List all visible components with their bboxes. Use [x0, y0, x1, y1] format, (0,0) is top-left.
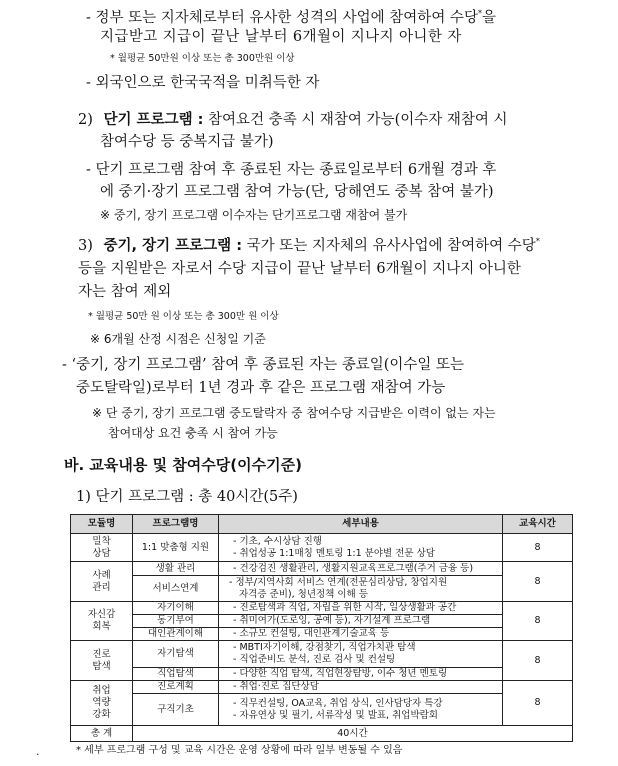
item-number: 3) [78, 238, 93, 254]
long-program-note-2b: 참여대상 요건 충족 시 참여 가능 [108, 426, 278, 440]
ineligible-item-1-line-1 [86, 8, 574, 28]
program-name: 서비스연계 [133, 576, 219, 602]
module-hours: 8 [503, 602, 573, 641]
program-details [219, 602, 503, 615]
header-module: 모듈명 [71, 515, 133, 534]
program-details [219, 628, 503, 641]
program-details [219, 576, 503, 602]
detail-line: - 소규모 컨설팅, 대인관계기술교육 등 [233, 628, 390, 639]
long-program-rule-line-3: 자는 참여 제외 [78, 284, 172, 300]
table-caption: 1) 단기 프로그램 : 총 40시간(5주) [76, 489, 298, 505]
long-program-detail-2: 중도탈락일)로부터 1년 경과 후 같은 프로그램 재참여 가능 [76, 380, 446, 396]
module-hours: 8 [503, 641, 573, 681]
module-hours: 8 [503, 681, 573, 726]
ineligible-item-2: - 외국인으로 한국국적을 미취득한 자 [86, 75, 320, 91]
module-name: 밀착 상담 [71, 534, 133, 562]
program-details [219, 641, 503, 668]
detail-line: - 취업·진로 집단상담 [233, 681, 319, 692]
module-hours: 8 [503, 534, 573, 562]
footnote-dot: . [36, 745, 40, 758]
detail-line: - 진로탐색과 직업, 자립을 위한 시작, 일상생활과 공간 [233, 602, 457, 613]
total-value: 40시간 [133, 726, 573, 742]
program-name: 1:1 맞춤형 지원 [133, 534, 219, 562]
table-row [71, 628, 573, 641]
module-name: 자신감 회복 [71, 602, 133, 641]
table-row [71, 641, 573, 668]
detail-line: - 취업성공 1:1매칭 멘토링 1:1 분야별 전문 상담 [233, 547, 435, 559]
item-title: 중기, 장기 프로그램 : [103, 238, 243, 254]
table-header-row [71, 515, 573, 534]
table-row [71, 615, 573, 628]
detail-line: - 건강검진 생활관리, 생활지원교육프로그램(주거 금융 등) [233, 562, 474, 574]
table-row [71, 576, 573, 602]
program-details [219, 694, 503, 726]
detail-line: - 직업준비도 분석, 진로 검사 및 컨설팅 [233, 654, 396, 665]
program-name: 직업탐색 [133, 668, 219, 681]
ineligible-footnote: * 월평균 50만원 이상 또는 총 300만원 이상 [110, 53, 295, 64]
program-table [70, 514, 573, 742]
table-row [71, 534, 573, 562]
table-row [71, 562, 573, 576]
table-total-row [71, 726, 573, 742]
module-name: 사례 관리 [71, 562, 133, 602]
long-program-detail-1: - ‘중기, 장기 프로그램’ 참여 후 종료된 자는 종료일(이수일 또는 [62, 357, 465, 373]
program-name: 진로계획 [133, 681, 219, 694]
program-name: 대인관계이해 [133, 628, 219, 641]
ineligible-item-1-tail: 을 [481, 10, 496, 26]
detail-line: - 취미여가(도로잉, 공예 등), 자기설계 프로그램 [233, 615, 431, 626]
program-name: 자기탐색 [133, 641, 219, 668]
short-program-rule [78, 110, 574, 130]
program-details [219, 534, 503, 562]
table-row [71, 602, 573, 615]
short-program-detail-1: - 단기 프로그램 참여 후 종료된 자는 종료일로부터 6개월 경과 후 [86, 162, 497, 178]
program-details [219, 681, 503, 694]
program-name: 생활 관리 [133, 562, 219, 576]
ineligible-item-1-line-2: 지급받고 지급이 끝난 날부터 6개월이 지나지 아니한 자 [100, 29, 462, 45]
module-name: 진로 탐색 [71, 641, 133, 681]
section-heading: 바. 교육내용 및 참여수당(이수기준) [64, 456, 302, 474]
detail-line: - 정부/지역사회 서비스 연계(전문심리상담, 창업지원 [229, 576, 448, 588]
item-number: 2) [78, 112, 93, 128]
item-text: 참여요건 충족 시 재참여 가능(이수자 재참여 시 [208, 112, 508, 128]
module-hours: 8 [503, 562, 573, 602]
detail-line: - 다양한 직업 탐색, 직업현장탐방, 이수 청년 멘토링 [233, 668, 448, 679]
program-details [219, 668, 503, 681]
long-program-note-1: ※ 6개월 산정 시점은 신청일 기준 [90, 332, 266, 346]
module-name: 취업 역량 강화 [71, 681, 133, 726]
detail-line: - MBTI자기이해, 강점찾기, 직업가치관 탐색 [233, 642, 416, 653]
long-program-rule-line-2: 등을 지원받은 자로서 수당 지급이 끝난 날부터 6개월이 지나지 아니한 [78, 261, 521, 277]
table-row [71, 681, 573, 694]
program-name: 동기부여 [133, 615, 219, 628]
footnote-mark: * [535, 237, 540, 247]
table-row [71, 694, 573, 726]
header-hours: 교육시간 [503, 515, 573, 534]
detail-line: - 자유연상 및 필기, 서류작성 및 발표, 취업박람회 [233, 709, 438, 721]
detail-line: - 직무컨설팅, OA교육, 취업 상식, 인사담당자 특강 [233, 697, 443, 709]
table-row [71, 668, 573, 681]
detail-line: 자격증 준비), 청년정책 이해 등 [239, 588, 368, 600]
detail-line: - 기초, 수시상담 진행 [233, 535, 322, 547]
program-details [219, 615, 503, 628]
header-program: 프로그램명 [133, 515, 219, 534]
program-name: 자기이해 [133, 602, 219, 615]
short-program-note: ※ 중기, 장기 프로그램 이수자는 단기프로그램 재참여 불가 [100, 208, 408, 222]
table-footnote: * 세부 프로그램 구성 및 교육 시간은 운영 상황에 따라 일부 변동될 수 있음 [76, 745, 403, 756]
item-text: 국가 또는 지자체의 유사사업에 참여하여 수당 [246, 238, 536, 254]
short-program-rule-line-2: 참여수당 등 중복지급 불가) [100, 134, 274, 150]
footnote-mark: * [477, 9, 482, 19]
program-name: 구직기초 [133, 694, 219, 726]
item-title: 단기 프로그램 : [103, 112, 204, 128]
total-label: 총 계 [71, 726, 133, 742]
short-program-detail-2: 에 중기·장기 프로그램 참여 가능(단, 당해연도 중복 참여 불가) [100, 184, 494, 200]
long-program-footnote: * 월평균 50만 원 이상 또는 총 300만 원 이상 [88, 311, 279, 322]
program-details [219, 562, 503, 576]
header-details: 세부내용 [219, 515, 503, 534]
long-program-note-2a: ※ 단 중기, 장기 프로그램 중도탈락자 중 참여수당 지급받은 이력이 없는 자는 [92, 406, 496, 420]
ineligible-item-1-text: - 정부 또는 지자체로부터 유사한 성격의 사업에 참여하여 수당 [86, 10, 478, 26]
long-program-rule [78, 236, 540, 256]
